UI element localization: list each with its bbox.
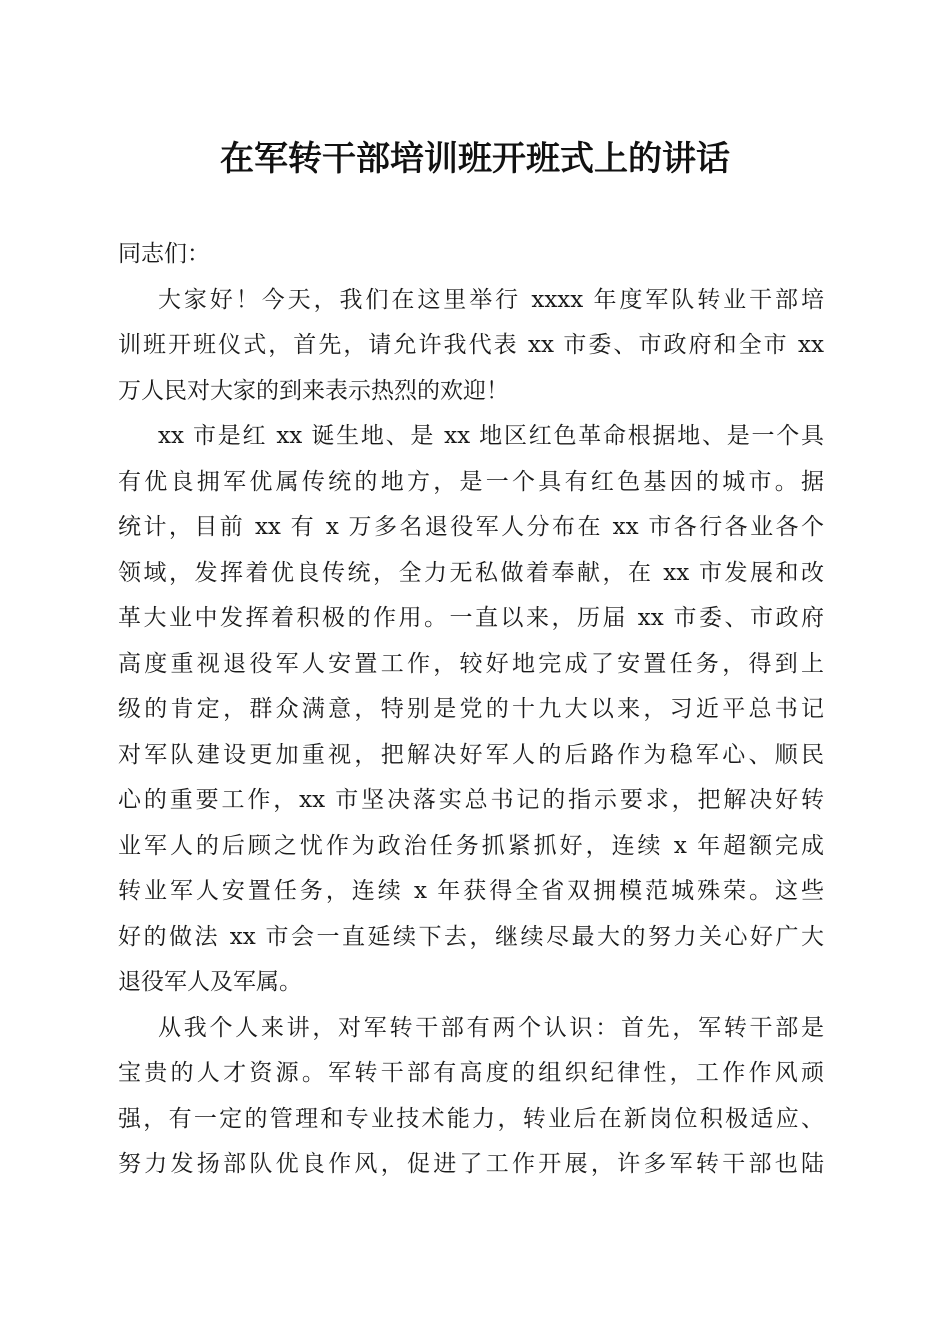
body-line: 心的重要工作，xx 市坚决落实总书记的指示要求，把解决好转: [118, 787, 824, 813]
body-line: 级的肯定，群众满意，特别是党的十九大以来，习近平总书记: [118, 696, 824, 722]
body-line: 大家好！今天，我们在这里举行 xxxx 年度军队转业干部培: [158, 286, 824, 313]
body-line: 好的做法 xx 市会一直延续下去，继续尽最大的努力关心好广大: [118, 923, 824, 950]
body-line: 万人民对大家的到来表示热烈的欢迎！: [118, 377, 509, 404]
body-line: 从我个人来讲，对军转干部有两个认识：首先，军转干部是: [158, 1014, 824, 1041]
body-line: 有优良拥军优属传统的地方，是一个具有红色基因的城市。据: [118, 468, 824, 495]
body-line: xx 市是红 xx 诞生地、是 xx 地区红色革命根据地、是一个具: [158, 423, 824, 449]
body-line: 强，有一定的管理和专业技术能力，转业后在新岗位积极适应、: [118, 1105, 824, 1132]
body-line: 退役军人及军属。: [118, 969, 302, 995]
body-line: 宝贵的人才资源。军转干部有高度的组织纪律性，工作作风顽: [118, 1060, 824, 1086]
salutation-line: 同志们：: [118, 241, 210, 267]
body-line: 转业军人安置任务，连续 x 年获得全省双拥模范城殊荣。这些: [118, 878, 824, 904]
body-line: 努力发扬部队优良作风，促进了工作开展，许多军转干部也陆: [118, 1151, 824, 1177]
body-line: 业军人的后顾之忧作为政治任务抓紧抓好，连续 x 年超额完成: [118, 832, 824, 859]
body-line: 对军队建设更加重视，把解决好军人的后路作为稳军心、顺民: [118, 741, 824, 768]
body-line: 统计，目前 xx 有 x 万多名退役军人分布在 xx 市各行各业各个: [118, 514, 824, 540]
body-line: 革大业中发挥着积极的作用。一直以来，历届 xx 市委、市政府: [118, 605, 824, 631]
document-title: 在军转干部培训班开班式上的讲话: [220, 139, 730, 179]
body-line: 高度重视退役军人安置工作，较好地完成了安置任务，得到上: [118, 650, 824, 677]
body-line: 训班开班仪式，首先，请允许我代表 xx 市委、市政府和全市 xx: [118, 332, 824, 358]
body-line: 领域，发挥着优良传统，全力无私做着奉献，在 xx 市发展和改: [118, 559, 824, 586]
document-body: [118, 232, 824, 1188]
